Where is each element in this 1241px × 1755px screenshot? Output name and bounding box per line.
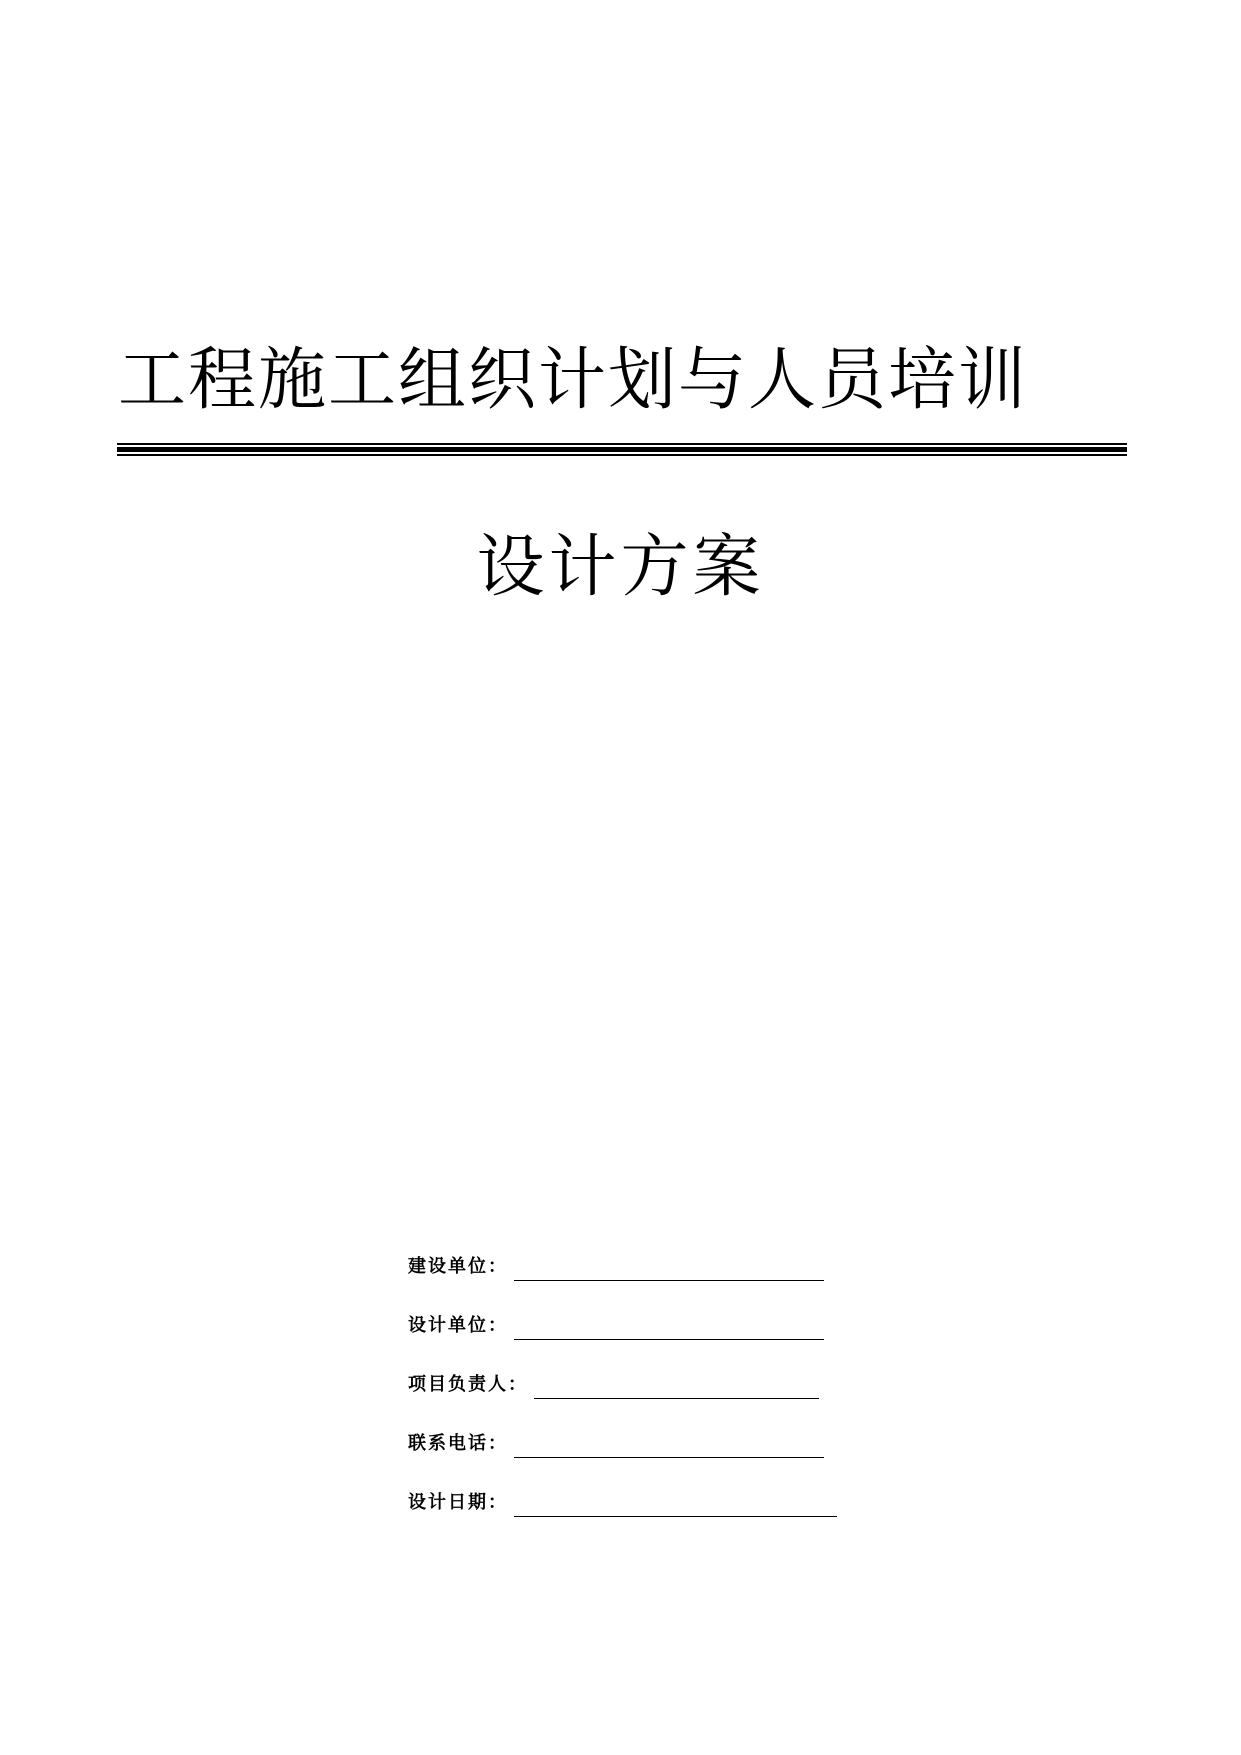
divider-line-bottom [117, 454, 1127, 456]
info-row-construction-unit [408, 1222, 868, 1281]
project-manager-label: 项目负责人： [408, 1374, 528, 1395]
info-row-project-manager [408, 1340, 868, 1399]
document-subtitle: 设计方案 [476, 528, 765, 607]
divider-line-top [117, 443, 1127, 445]
divider-line-thick [117, 447, 1127, 452]
info-row-contact-phone [408, 1399, 868, 1458]
construction-unit-field[interactable] [514, 1258, 824, 1281]
contact-phone-label: 联系电话： [408, 1433, 508, 1454]
info-row-design-unit [408, 1281, 868, 1340]
info-block [408, 1222, 868, 1517]
project-manager-field[interactable] [534, 1376, 819, 1399]
design-date-field[interactable] [514, 1494, 837, 1517]
contact-phone-field[interactable] [514, 1435, 824, 1458]
design-unit-field[interactable] [514, 1317, 824, 1340]
design-date-label: 设计日期： [408, 1492, 508, 1513]
design-unit-label: 设计单位： [408, 1315, 508, 1336]
construction-unit-label: 建设单位： [408, 1256, 508, 1277]
info-row-design-date [408, 1458, 868, 1517]
document-title: 工程施工组织计划与人员培训 [118, 341, 1029, 420]
title-divider [117, 443, 1127, 457]
